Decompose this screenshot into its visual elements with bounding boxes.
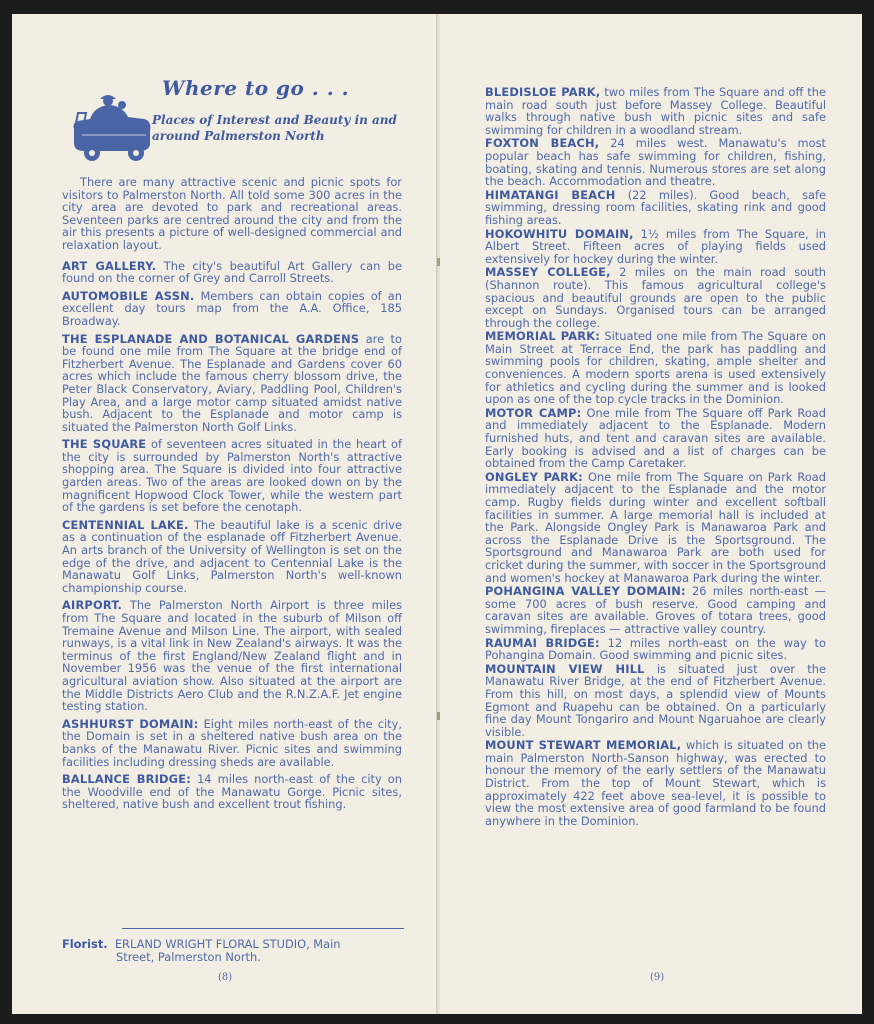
- list-item: [62, 599, 402, 712]
- entry-name: MOUNT STEWART MEMORIAL,: [485, 738, 682, 753]
- entry-name: MOTOR CAMP:: [485, 405, 582, 420]
- entry-name: ONGLEY PARK:: [485, 469, 583, 484]
- entry-name: BALLANCE BRIDGE:: [62, 772, 191, 787]
- entry-text: One mile from The Square off Park Road and immediately adjacent to the Esplanade. Modern furnished huts, and tent and caravan sites are available. Early booking is advised and a list of charges can be obtained from the Camp Caretaker.: [485, 405, 827, 471]
- entry-text: 12 miles north-east on the way to Pohangina Domain. Good swimming and picnic sites.: [485, 635, 826, 663]
- list-item: [62, 519, 402, 595]
- list-item: [485, 228, 826, 266]
- page-number-right: (9): [650, 972, 665, 983]
- list-item: [62, 718, 402, 768]
- entry-name: THE SQUARE: [62, 437, 147, 452]
- entry-name: POHANGINA VALLEY DOMAIN:: [485, 584, 686, 599]
- entry-text: of seventeen acres situated in the heart of the city is surrounded by Palmerston North's attractive shopping area. The Square is divided into four attractive garden areas. Two of the areas are looked down on by the magnificent Hopwood Clock Tower, while the western part of the gardens is set before the cenotaph.: [62, 437, 403, 515]
- entry-name: THE ESPLANADE AND BOTANICAL GARDENS: [62, 331, 360, 346]
- divider: [122, 928, 404, 929]
- entry-text: One mile from The Square on Park Road immediately adjacent to the Esplanade and the motor camp. Rugby fields during winter and excellent softball facilities in summer. A large memorial hall is included at the Park. Alongside Ongley Park is Manawaroa Park and across the Esplanade Drive is the Sportsground. The Sportsground and Manawaroa Park are both used for cricket during the summer, with soccer in the Sportsground and women's hockey at Manawaroa Park during the winter.: [485, 469, 826, 585]
- list-item: [485, 86, 826, 136]
- entry-text: 14 miles north-east of the city on the Woodville end of the Manawatu Gorge. Picnic sites, sheltered, native bush and excellent trout fishing.: [62, 772, 402, 812]
- entry-name: CENTENNIAL LAKE.: [62, 517, 189, 532]
- entry-text: are to be found one mile from The Square at the bridge end of Fitzherbert Avenue. The Esplanade and Gardens cover 60 acres which include the famous cherry blossom drive, the Peter Black Conservatory, Aviary, Paddling Pool, Children's Play Area, and a large motor camp situated amidst native bush. Adjacent to the Esplanade and motor camp is situated the Palmerston North Golf Links.: [62, 331, 402, 434]
- list-item: [62, 260, 402, 285]
- entry-name: MOUNTAIN VIEW HILL: [485, 661, 645, 676]
- list-item: [485, 407, 826, 470]
- list-item: [62, 438, 402, 514]
- list-item: [485, 471, 826, 584]
- entry-text: (22 miles). Good beach, safe swimming, dressing room facilities, skating rink and good fishing areas.: [485, 187, 826, 227]
- entry-text: The Palmerston North Airport is three miles from The Square and located in the suburb of Milson off Tremaine Avenue and Milson Line. The airport, with sealed runways, is a vital link in New Zealand's airways. It was the terminus of the first England/New Zealand flight and in November 1956 was the venue of the first international agricultural aviation show. Also situated at the airport are the Middle Districts Aero Club and the R.N.Z.A.F. Jet engine testing station.: [62, 598, 403, 714]
- list-item: [485, 330, 826, 406]
- list-item: [62, 290, 402, 328]
- left-column: [62, 176, 402, 816]
- entry-text: two miles from The Square and off the main road south just before Massey College. Beautiful walks through native bush with picnic sites and safe swimming for children in a woodland stream.: [485, 85, 826, 137]
- list-item: [62, 333, 402, 434]
- list-item: [485, 137, 826, 187]
- list-item: [62, 773, 402, 811]
- entry-text: 26 miles north-east — some 700 acres of bush reserve. Good camping and caravan sites are available. Groves of totara trees, good swimming, fireplaces — attractive valley country.: [485, 584, 826, 636]
- page-number-left: (8): [218, 972, 233, 983]
- right-page: [440, 14, 862, 1014]
- entry-name: AUTOMOBILE ASSN.: [62, 288, 195, 303]
- entry-text: The city's beautiful Art Gallery can be found on the corner of Grey and Carroll Streets.: [62, 258, 403, 286]
- list-item: [485, 585, 826, 635]
- florist-text-line2: Street, Palmerston North.: [116, 950, 261, 964]
- list-item: [485, 637, 826, 662]
- entry-name: HOKOWHITU DOMAIN,: [485, 226, 634, 241]
- entry-text: Eight miles north-east of the city, the Domain is set in a sheltered native bush area on the banks of the Manawatu River. Picnic sites and swimming facilities including dressing sheds are available.: [62, 716, 402, 769]
- intro-paragraph: There are many attractive scenic and picnic spots for visitors to Palmerston North. All told some 300 acres in the city area are devoted to park and recreational areas. Seventeen parks are centred around the city and from the air this presents a picture of well-designed commercial and relaxation layout.: [62, 175, 402, 252]
- list-item: [485, 663, 826, 739]
- florist-text: ERLAND WRIGHT FLORAL STUDIO, Main: [114, 937, 341, 951]
- entry-name: MASSEY COLLEGE,: [485, 265, 611, 280]
- left-page: [12, 14, 438, 1014]
- entry-text: 1½ miles from The Square, in Albert Street. Fifteen acres of playing fields used extensively for hockey during the winter.: [485, 226, 827, 266]
- entry-name: RAUMAI BRIDGE:: [485, 635, 600, 650]
- entry-name: MEMORIAL PARK:: [485, 329, 601, 344]
- entry-name: FOXTON BEACH,: [485, 136, 600, 151]
- entry-text: which is situated on the main Palmerston North-Sanson highway, was erected to honour the memory of the early settlers of the Manawatu District. From the top of Mount Stewart, which is approximately 422 feet above sea-level, it is possible to view the most extensive area of good farmland to be found anywhere in the Dominion.: [485, 738, 827, 828]
- entry-name: ART GALLERY.: [62, 258, 157, 273]
- entry-name: ASHHURST DOMAIN:: [62, 716, 199, 731]
- vintage-car-icon: [68, 89, 156, 165]
- list-item: [485, 266, 826, 329]
- entry-name: HIMATANGI BEACH: [485, 187, 616, 202]
- entry-text: is situated just over the Manawatu River Bridge, at the end of Fitzherbert Avenue. From this hill, on most days, a splendid view of Mounts Egmont and Ruapehu can be obtained. On a particularly fine day Mount Tongariro and Mount Ngaruahoe are clearly visible.: [485, 661, 826, 739]
- right-column: [485, 86, 826, 828]
- entry-text: 2 miles on the main road south (Shannon route). This famous agricultural college's spacious and beautiful grounds are open to the public except on Sundays. Organised tours can be arranged through the college.: [485, 265, 827, 330]
- page-title: Where to go . . .: [162, 76, 350, 100]
- entry-text: Members can obtain copies of an excellent day tours map from the A.A. Office, 185 Broadway.: [62, 288, 402, 328]
- florist-advert: [62, 938, 407, 964]
- entry-name: BLEDISLOE PARK,: [485, 85, 601, 99]
- entry-text: 24 miles west. Manawatu's most popular beach has safe swimming for children, fishing, boating, skating and tennis. Numerous stores are set along the beach. Accommodation and theatre.: [485, 136, 827, 189]
- entry-text: The beautiful lake is a scenic drive as a continuation of the esplanade off Fitzherbert Avenue. An arts branch of the University of Wellington is set on the edge of the drive, and adjacent to Centennial Lake is the Manawatu Golf Links, Palmerston North's well-known championship course.: [62, 517, 402, 595]
- list-item: [485, 189, 826, 227]
- list-item: [485, 739, 826, 827]
- entry-text: Situated one mile from The Square on Main Street at Terrace End, the park has paddling and swimming pools for children, skating, ample shelter and conveniences. A modern sports arena is used extensively for athletics and cycling during the summer and is looked upon as one of the top cycle tracks in the Dominion.: [485, 329, 826, 407]
- page-subtitle: Places of Interest and Beauty in and around Palmerston North: [152, 113, 397, 143]
- entry-name: AIRPORT.: [62, 598, 123, 613]
- florist-label: Florist.: [62, 937, 108, 951]
